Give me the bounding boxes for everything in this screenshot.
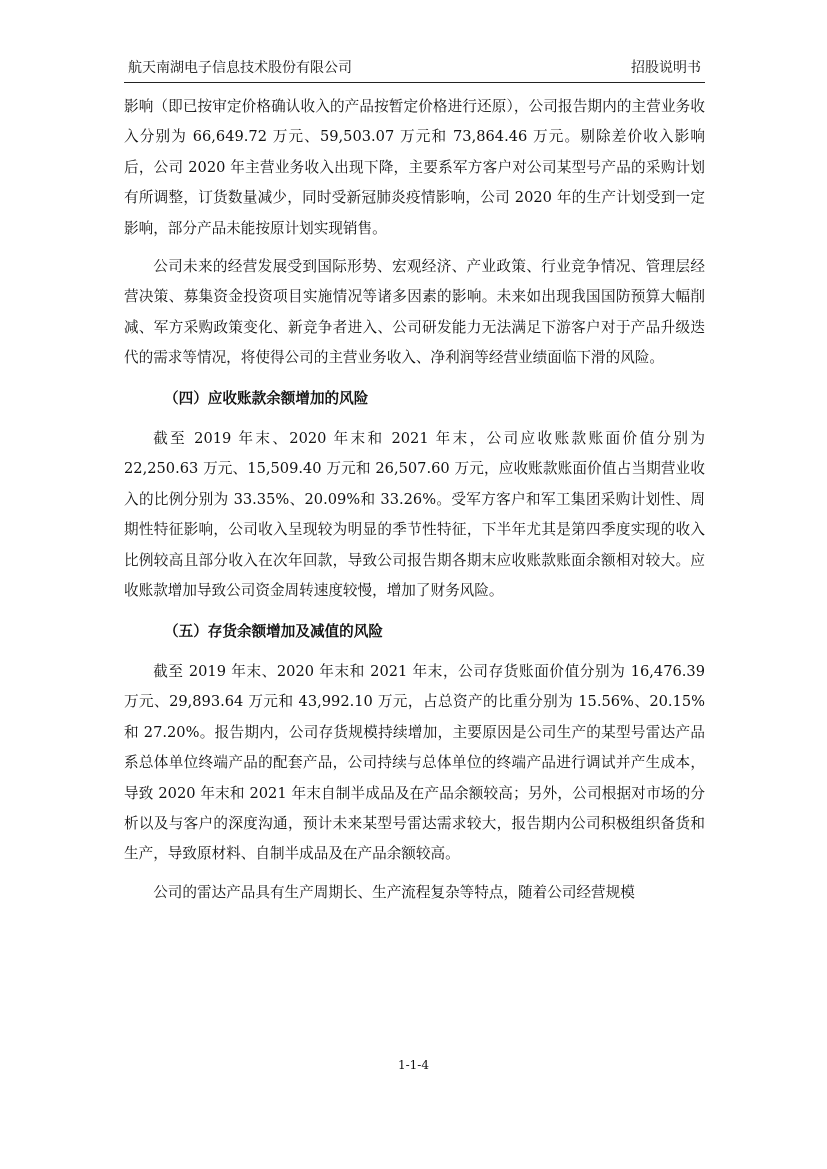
page-header bbox=[124, 58, 705, 83]
paragraph-revenue-impact: 影响（即已按审定价格确认收入的产品按暂定价格进行还原），公司报告期内的主营业务收入分别为 66,649.72 万元、59,503.07 万元和 73,864.46 万元。剔除差价收入影响后，公司 2020 年主营业务收入出现下降，主要系军方客户对公司某型号产品的采购计划有所调整，订货数量减少，同时受新冠肺炎疫情影响，公司 2020 年的生产计划受到一定影响，部分产品未能按原计划实现销售。 bbox=[124, 98, 705, 237]
paragraph-radar-products: 公司的雷达产品具有生产周期长、生产流程复杂等特点，随着公司经营规模 bbox=[153, 883, 635, 901]
section-heading-receivables-risk: （四）应收账款余额增加的风险 bbox=[164, 389, 369, 407]
header-company-name: 航天南湖电子信息技术股份有限公司 bbox=[128, 60, 352, 76]
page-number: 1-1-4 bbox=[397, 1058, 429, 1072]
page-content bbox=[124, 92, 705, 908]
header-document-type: 招股说明书 bbox=[631, 60, 701, 76]
paragraph-inventory: 截至 2019 年末、2020 年末和 2021 年末，公司存货账面价值分别为 16,476.39 万元、29,893.64 万元和 43,992.10 万元，占总资产的比重分别为 15.56%、20.15% 和 27.20%。报告期内，公司存货规模持续增加，主要原因是公司生产的某型号雷达产品系总体单位终端产品的配套产品，公司持续与总体单位的终端产品进行调试并产生成本，导致 2020 年末和 2021 年末自制半成品及在产品余额较高；另外，公司根据对市场的分析以及与客户的深度沟通，预计未来某型号雷达需求较大，报告期内公司积极组织备货和生产，导致原材料、自制半成品及在产品余额较高。 bbox=[124, 662, 705, 863]
section-heading-inventory-risk: （五）存货余额增加及减值的风险 bbox=[164, 622, 383, 640]
paragraph-business-risk: 公司未来的经营发展受到国际形势、宏观经济、产业政策、行业竞争情况、管理层经营决策、募集资金投资项目实施情况等诸多因素的影响。未来如出现我国国防预算大幅削减、军方采购政策变化、新竞争者进入、公司研发能力无法满足下游客户对于产品升级迭代的需求等情况，将使得公司的主营业务收入、净利润等经营业绩面临下滑的风险。 bbox=[124, 258, 705, 367]
paragraph-receivables: 截至 2019 年末、2020 年末和 2021 年末，公司应收账款账面价值分别为 22,250.63 万元、15,509.40 万元和 26,507.60 万元，应收账款账面价值占当期营业收入的比例分别为 33.35%、20.09%和 33.26%。受军方客户和军工集团采购计划性、周期性特征影响，公司收入呈现较为明显的季节性特征，下半年尤其是第四季度实现的收入比例较高且部分收入在次年回款，导致公司报告期各期末应收账款账面余额相对较大。应收账款增加导致公司资金周转速度较慢，增加了财务风险。 bbox=[124, 430, 705, 600]
